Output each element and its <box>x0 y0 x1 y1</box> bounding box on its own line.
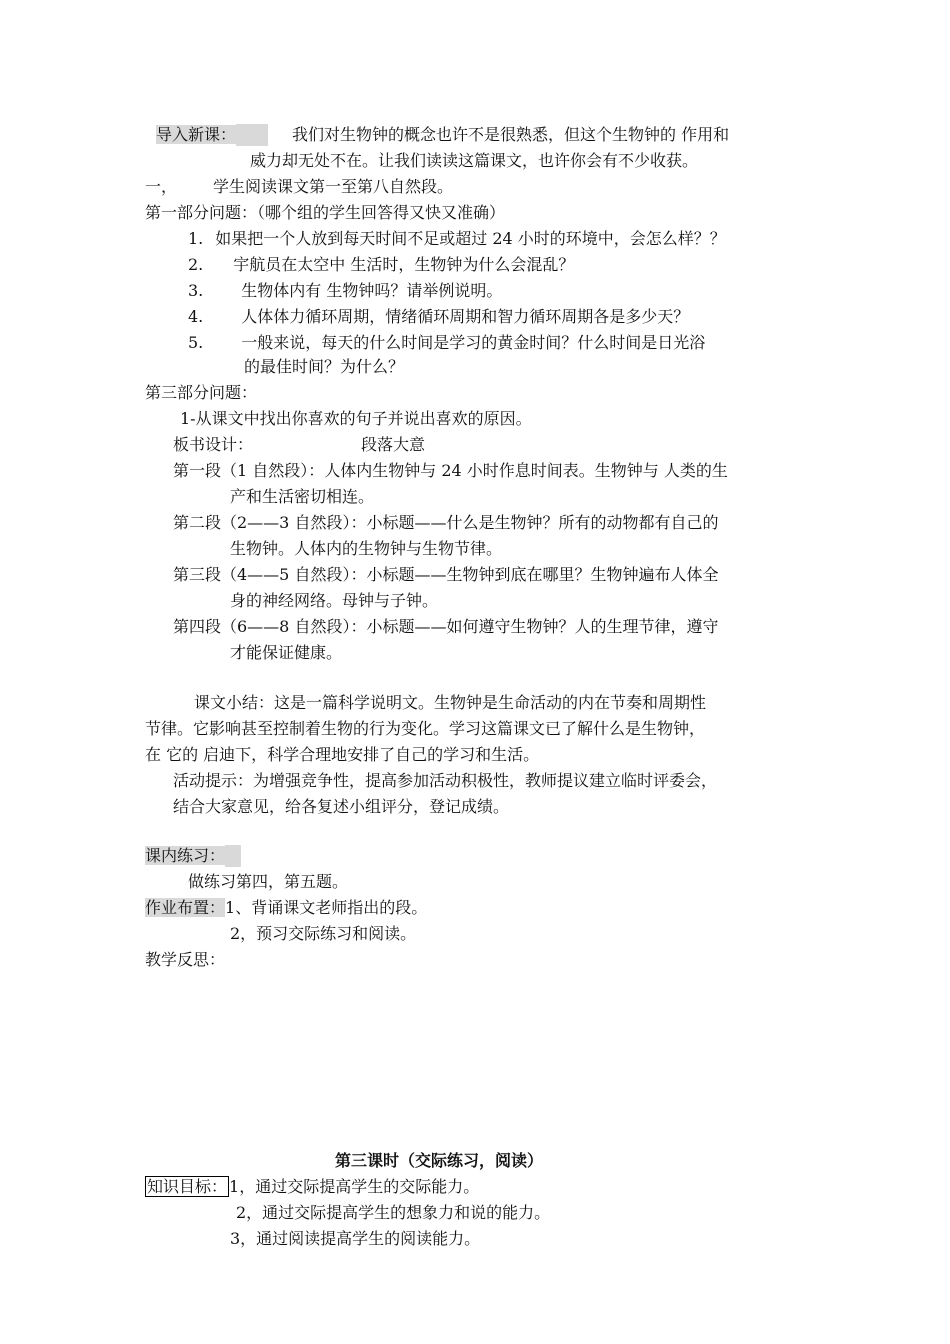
homework-label: 作业布置： <box>145 898 226 917</box>
activity-line-1: 活动提示：为增强竞争性，提高参加活动积极性，教师提议建立临时评委会， <box>173 771 718 790</box>
goal-3: 3，通过阅读提高学生的阅读能力。 <box>230 1229 481 1248</box>
intro-text-1: 我们对生物钟的概念也许不是很熟悉，但这个生物钟的 作用和 <box>292 125 730 144</box>
question-1 <box>188 228 726 250</box>
board-section-3: 第三段（4——5 自然段）：小标题——生物钟到底在哪里？生物钟遍布人体全 <box>173 565 719 584</box>
homework-item-2: 2，预习交际练习和阅读。 <box>230 924 417 943</box>
board-section-1-cont: 产和生活密切相连。 <box>230 487 375 506</box>
goal-1: 1，通过交际提高学生的交际能力。 <box>229 1177 480 1196</box>
question-num: 1. <box>188 229 204 248</box>
part1-heading: 第一部分问题：（哪个组的学生回答得又快又准确） <box>145 203 506 222</box>
question-num: 5. <box>188 333 204 352</box>
lesson3-title: 第三课时（交际练习，阅读） <box>335 1151 544 1170</box>
practice-heading <box>145 845 241 867</box>
board-section-1: 第一段（1 自然段）：人体内生物钟与 24 小时作息时间表。生物钟与 人类的生 <box>173 461 728 480</box>
question-text: 生物体内有 生物钟吗？请举例说明。 <box>241 281 503 300</box>
question-num: 3. <box>188 281 204 300</box>
question-4 <box>188 306 689 328</box>
homework-item-1: 1、背诵课文老师指出的段。 <box>225 898 428 917</box>
section-one <box>145 176 453 198</box>
intro-text-2: 威力却无处不在。让我们读读这篇课文，也许你会有不少收获。 <box>250 151 699 170</box>
board-title: 段落大意 <box>361 435 426 454</box>
activity-line-2: 结合大家意见，给各复述小组评分，登记成绩。 <box>173 797 510 816</box>
goal-line-1 <box>145 1176 479 1198</box>
question-text: 一般来说，每天的什么时间是学习的黄金时间？什么时间是日光浴 <box>241 333 706 352</box>
board-section-3-cont: 身的神经网络。母钟与子钟。 <box>230 591 439 610</box>
board-section-4: 第四段（6——8 自然段）：小标题——如何遵守生物钟？人的生理节律，遵守 <box>173 617 719 636</box>
summary-line-3: 在 它的 启迪下，科学合理地安排了自己的学习和生活。 <box>145 745 540 764</box>
board-heading <box>173 434 425 456</box>
part3-item: 1-从课文中找出你喜欢的句子并说出喜欢的原因。 <box>180 409 532 428</box>
goal-2: 2，通过交际提高学生的想象力和说的能力。 <box>236 1203 551 1222</box>
homework-line-1 <box>145 897 427 919</box>
board-section-2-cont: 生物钟。人体内的生物钟与生物节律。 <box>230 539 503 558</box>
goal-label: 知识目标： <box>147 1177 228 1196</box>
summary-line-2: 节律。它影响甚至控制着生物的行为变化。学习这篇课文已了解什么是生物钟， <box>145 719 706 738</box>
reflection-label: 教学反思： <box>145 950 226 969</box>
practice-label: 课内练习： <box>145 846 226 865</box>
intro-label: 导入新课： <box>156 125 237 144</box>
board-section-4-cont: 才能保证健康。 <box>230 643 343 662</box>
question-text: 宇航员在太空中 生活时，生物钟为什么会混乱？ <box>233 255 575 274</box>
board-label: 板书设计： <box>173 435 254 454</box>
board-section-2: 第二段（2——3 自然段）：小标题——什么是生物钟？所有的动物都有自己的 <box>173 513 719 532</box>
part3-heading: 第三部分问题： <box>145 383 258 402</box>
question-num: 2. <box>188 255 204 274</box>
question-5-cont: 的最佳时间？为什么？ <box>244 357 405 376</box>
section-one-text: 学生阅读课文第一至第八自然段。 <box>213 177 454 196</box>
question-text: 人体体力循环周期，情绪循环周期和智力循环周期各是多少天？ <box>241 307 690 326</box>
question-3 <box>188 280 502 302</box>
question-5 <box>188 332 705 354</box>
question-text: 如果把一个人放到每天时间不足或超过 24 小时的环境中，会怎么样？？ <box>215 229 726 248</box>
practice-text: 做练习第四，第五题。 <box>188 872 349 891</box>
section-one-number: 一， <box>145 177 178 196</box>
question-2 <box>188 254 574 276</box>
intro-line-1 <box>156 124 729 146</box>
question-num: 4. <box>188 307 204 326</box>
summary-line-1: 课文小结：这是一篇科学说明文。生物钟是生命活动的内在节奏和周期性 <box>194 693 707 712</box>
